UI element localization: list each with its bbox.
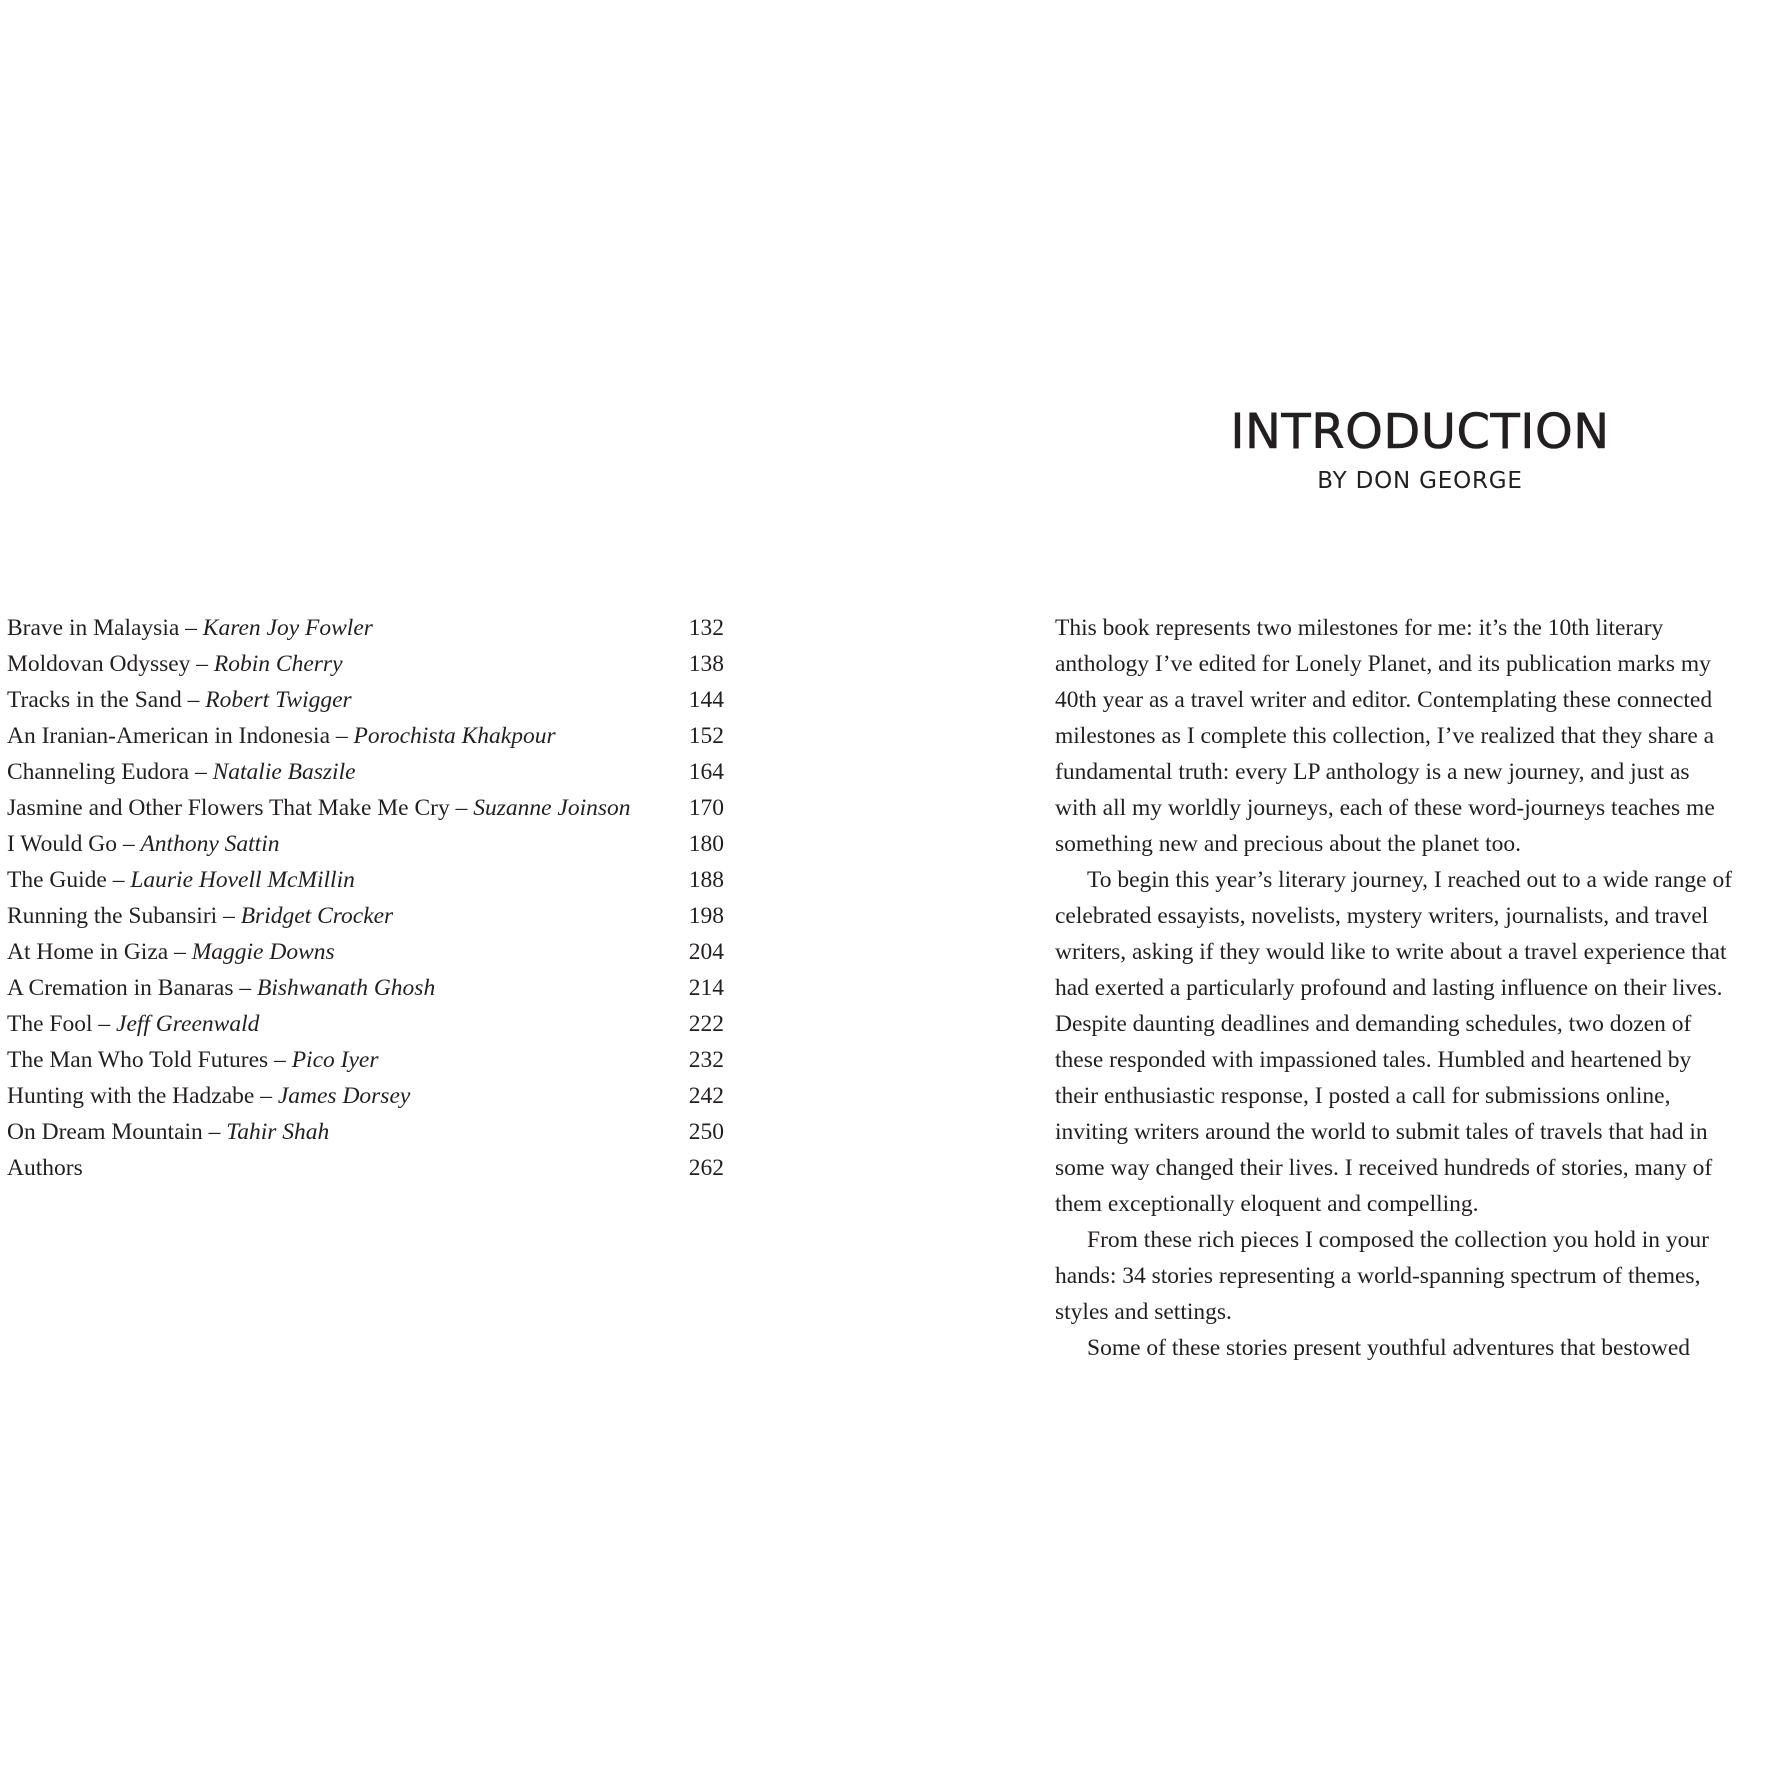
toc-entry (7, 1042, 724, 1078)
toc-story-title: Moldovan Odyssey – (7, 651, 214, 677)
body-text-line: their enthusiastic response, I posted a call for submissions online, (1055, 1083, 1671, 1109)
body-text-line: This book represents two milestones for me: it’s the 10th literary (1055, 615, 1664, 641)
toc-entry (7, 970, 724, 1006)
chapter-title: INTRODUCTION (1230, 404, 1610, 460)
toc-page-number: 132 (688, 615, 724, 641)
body-text-line: 40th year as a travel writer and editor. Contemplating these connected (1055, 687, 1713, 713)
toc-page-number: 164 (688, 759, 724, 785)
toc-entry (7, 826, 724, 862)
toc-story-author: Natalie Baszile (212, 759, 356, 785)
toc-story-title: At Home in Giza – (7, 939, 192, 965)
body-text-line: writers, asking if they would like to write about a travel experience that (1055, 939, 1727, 965)
body-text-line: Some of these stories present youthful adventures that bestowed (1087, 1335, 1691, 1361)
toc-story-author: Anthony Sattin (140, 831, 280, 857)
body-text-line: hands: 34 stories representing a world-spanning spectrum of themes, (1055, 1263, 1701, 1289)
body-text-line: them exceptionally eloquent and compelling. (1055, 1191, 1479, 1217)
body-text-line: with all my worldly journeys, each of these word-journeys teaches me (1055, 795, 1715, 821)
toc-page-number: 232 (688, 1047, 724, 1073)
toc-story-author: Bishwanath Ghosh (256, 975, 436, 1001)
toc-entry (7, 1006, 724, 1042)
toc-entry (7, 754, 724, 790)
toc-page-number: 138 (688, 651, 724, 677)
body-text-line: To begin this year’s literary journey, I reached out to a wide range of (1087, 867, 1733, 893)
toc-entry (7, 1078, 724, 1114)
body-text-line: anthology I’ve edited for Lonely Planet, and its publication marks my (1055, 651, 1711, 677)
toc-page-number: 242 (688, 1083, 724, 1109)
toc-story-author: Pico Iyer (291, 1047, 379, 1073)
toc-page-number: 188 (688, 867, 724, 893)
toc-page-number: 214 (688, 975, 724, 1001)
toc-entry (7, 718, 724, 754)
toc-story-author: Tahir Shah (226, 1119, 330, 1145)
toc-entry (7, 1114, 724, 1150)
toc-story-author: Maggie Downs (191, 939, 335, 965)
toc-entry (7, 610, 724, 646)
toc-story-author: Porochista Khakpour (353, 723, 556, 749)
toc-story-title: Authors (7, 1155, 83, 1181)
toc-story-title: On Dream Mountain – (7, 1119, 227, 1145)
toc-page-number: 204 (688, 939, 724, 965)
toc-entry (7, 862, 724, 898)
toc-story-title: Jasmine and Other Flowers That Make Me Cry – (7, 795, 474, 821)
toc-entry (7, 898, 724, 934)
table-of-contents (7, 610, 724, 1186)
toc-story-title: A Cremation in Banaras – (7, 975, 257, 1001)
toc-page-number: 180 (688, 831, 724, 857)
body-text-line: styles and settings. (1055, 1299, 1232, 1325)
toc-story-author: Jeff Greenwald (116, 1011, 260, 1037)
toc-entry (7, 646, 724, 682)
toc-story-title: The Guide – (7, 867, 131, 893)
toc-entry (7, 934, 724, 970)
toc-story-title: Tracks in the Sand – (7, 687, 206, 713)
toc-story-author: Robert Twigger (205, 687, 352, 713)
toc-story-title: Hunting with the Hadzabe – (7, 1083, 278, 1109)
body-text-line: From these rich pieces I composed the collection you hold in your (1087, 1227, 1709, 1253)
toc-story-title: The Fool – (7, 1011, 117, 1037)
toc-story-title: The Man Who Told Futures – (7, 1047, 292, 1073)
toc-story-title: An Iranian-American in Indonesia – (7, 723, 354, 749)
body-text-line: some way changed their lives. I received hundreds of stories, many of (1055, 1155, 1713, 1181)
toc-entry (7, 790, 724, 826)
toc-story-title: I Would Go – (7, 831, 141, 857)
toc-entry (7, 682, 724, 718)
introduction-body (1055, 610, 1785, 1366)
toc-story-author: James Dorsey (277, 1083, 411, 1109)
body-text-line: these responded with impassioned tales. Humbled and heartened by (1055, 1047, 1692, 1073)
toc-page-number: 170 (688, 795, 724, 821)
chapter-byline: BY DON GEORGE (1317, 468, 1523, 494)
body-text-line: Despite daunting deadlines and demanding schedules, two dozen of (1055, 1011, 1692, 1037)
body-text-line: celebrated essayists, novelists, mystery writers, journalists, and travel (1055, 903, 1709, 929)
toc-story-title: Brave in Malaysia – (7, 615, 203, 641)
body-text-line: something new and precious about the planet too. (1055, 831, 1521, 857)
body-text-line: milestones as I complete this collection, I’ve realized that they share a (1055, 723, 1715, 749)
toc-story-title: Channeling Eudora – (7, 759, 213, 785)
body-text-line: inviting writers around the world to submit tales of travels that had in (1055, 1119, 1708, 1145)
toc-page-number: 152 (688, 723, 724, 749)
toc-story-author: Bridget Crocker (240, 903, 394, 929)
body-text-line: fundamental truth: every LP anthology is a new journey, and just as (1055, 759, 1690, 785)
toc-page-number: 262 (688, 1155, 724, 1181)
chapter-heading (1227, 404, 1613, 496)
toc-story-author: Robin Cherry (213, 651, 343, 677)
toc-story-author: Laurie Hovell McMillin (130, 867, 355, 893)
body-text-line: had exerted a particularly profound and lasting influence on their lives. (1055, 975, 1723, 1001)
toc-page-number: 144 (688, 687, 724, 713)
toc-story-title: Running the Subansiri – (7, 903, 241, 929)
toc-story-author: Karen Joy Fowler (202, 615, 373, 641)
toc-page-number: 198 (688, 903, 724, 929)
toc-page-number: 250 (688, 1119, 724, 1145)
toc-page-number: 222 (688, 1011, 724, 1037)
toc-story-author: Suzanne Joinson (473, 795, 631, 821)
toc-entry (7, 1150, 724, 1186)
